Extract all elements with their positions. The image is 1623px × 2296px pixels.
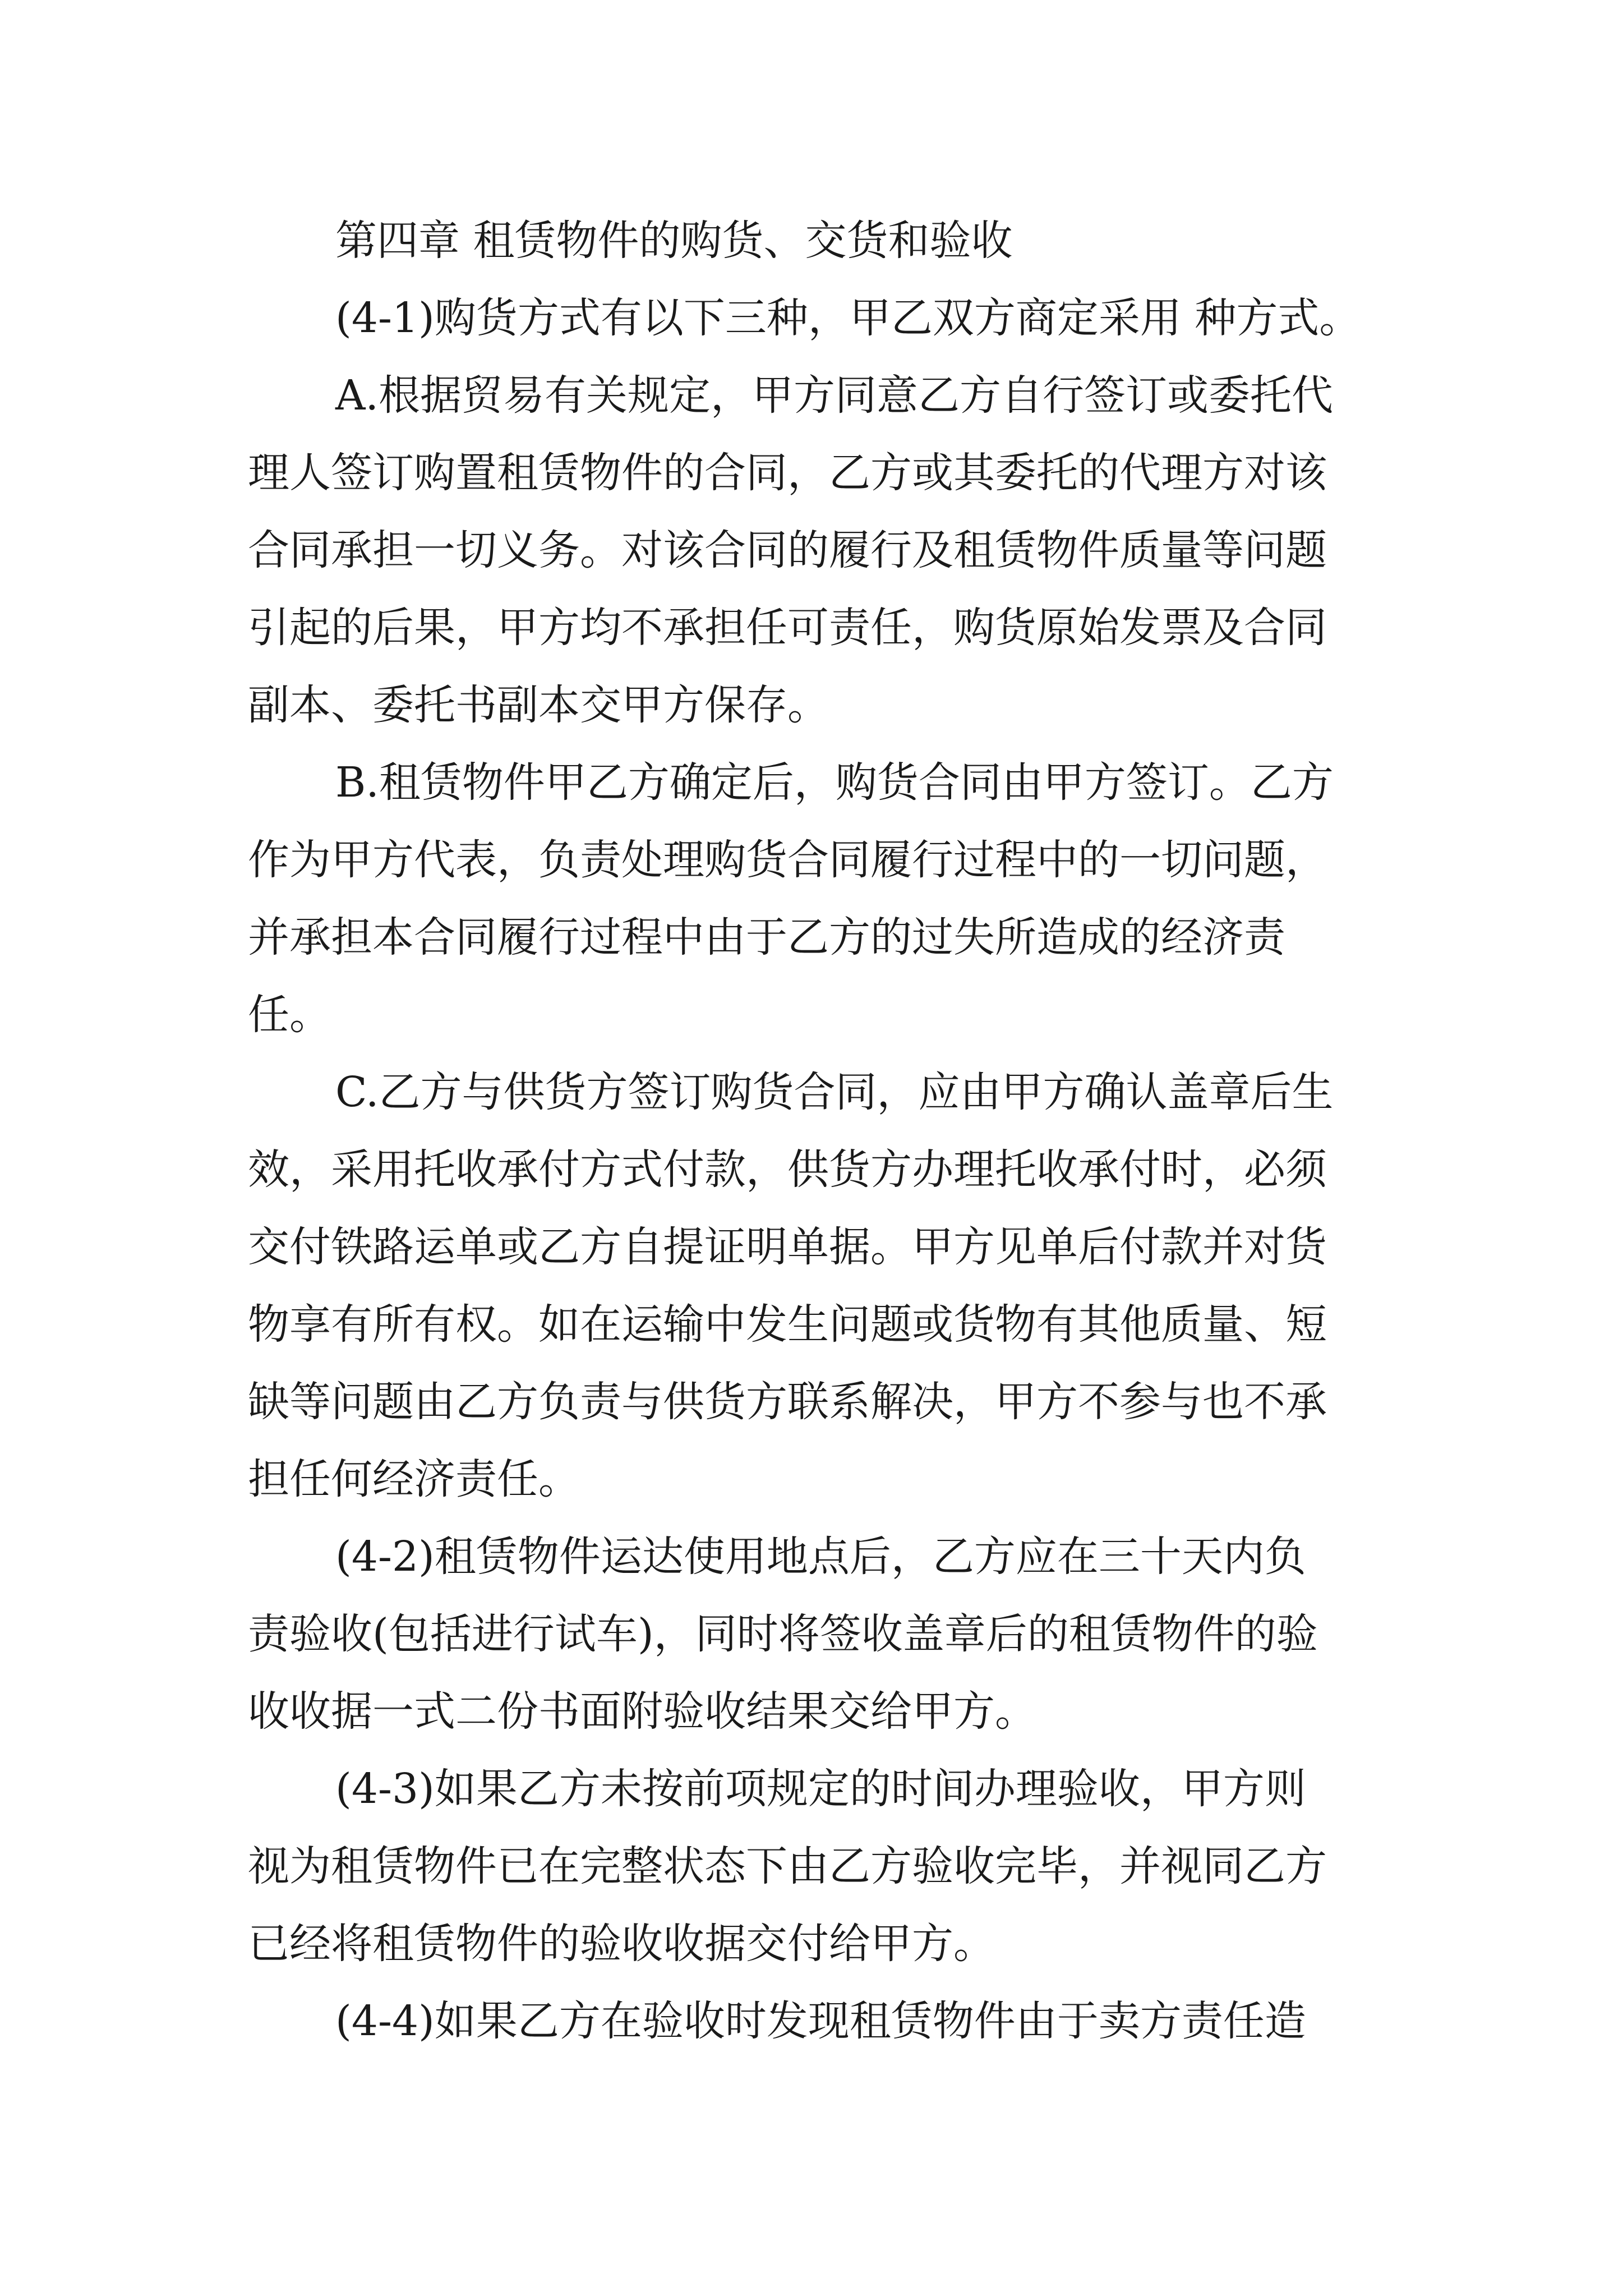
paragraph-line: 担任何经济责任。 [248,1455,580,1503]
paragraph-line: 已经将租赁物件的验收收据交付给甲方。 [248,1920,995,1968]
paragraph-line: 责验收(包括进行试车)，同时将签收盖章后的租赁物件的验 [248,1610,1318,1658]
chapter-heading: 第四章 租赁物件的购货、交货和验收 [335,217,1013,265]
paragraph-line: 合同承担一切义务。对该合同的履行及租赁物件质量等问题 [248,526,1327,574]
paragraph-line: A.根据贸易有关规定，甲方同意乙方自行签订或委托代 [335,371,1333,420]
paragraph-line: B.租赁物件甲乙方确定后，购货合同由甲方签订。乙方 [335,758,1334,807]
paragraph-line: 收收据一式二份书面附验收结果交给甲方。 [248,1687,1036,1736]
paragraph-line: 视为租赁物件已在完整状态下由乙方验收完毕，并视同乙方 [248,1842,1327,1890]
paragraph-line: (4-4)如果乙方在验收时发现租赁物件由于卖方责任造 [335,1997,1306,2045]
paragraph-line: C.乙方与供货方签订购货合同，应由甲方确认盖章后生 [335,1068,1334,1116]
paragraph-line: 并承担本合同履行过程中由于乙方的过失所造成的经济责 [248,913,1285,961]
paragraph-line: (4-3)如果乙方未按前项规定的时间办理验收，甲方则 [335,1765,1306,1813]
paragraph-line: 理人签订购置租赁物件的合同，乙方或其委托的代理方对该 [248,449,1327,497]
paragraph-line: 引起的后果，甲方均不承担任可责任，购货原始发票及合同 [248,604,1327,652]
paragraph-line: 作为甲方代表，负责处理购货合同履行过程中的一切问题， [248,836,1327,884]
paragraph-line: (4-1)购货方式有以下三种，甲乙双方商定采用 种方式。 [335,294,1361,342]
paragraph-line: 缺等问题由乙方负责与供货方联系解决，甲方不参与也不承 [248,1378,1327,1426]
paragraph-line: 效，采用托收承付方式付款，供货方办理托收承付时，必须 [248,1145,1327,1194]
paragraph-line: 交付铁路运单或乙方自提证明单据。甲方见单后付款并对货 [248,1223,1327,1271]
paragraph-line: 任。 [248,991,331,1039]
paragraph-line: 副本、委托书副本交甲方保存。 [248,681,829,729]
paragraph-line: (4-2)租赁物件运达使用地点后，乙方应在三十天内负 [335,1533,1306,1581]
paragraph-line: 物享有所有权。如在运输中发生问题或货物有其他质量、短 [248,1300,1327,1349]
